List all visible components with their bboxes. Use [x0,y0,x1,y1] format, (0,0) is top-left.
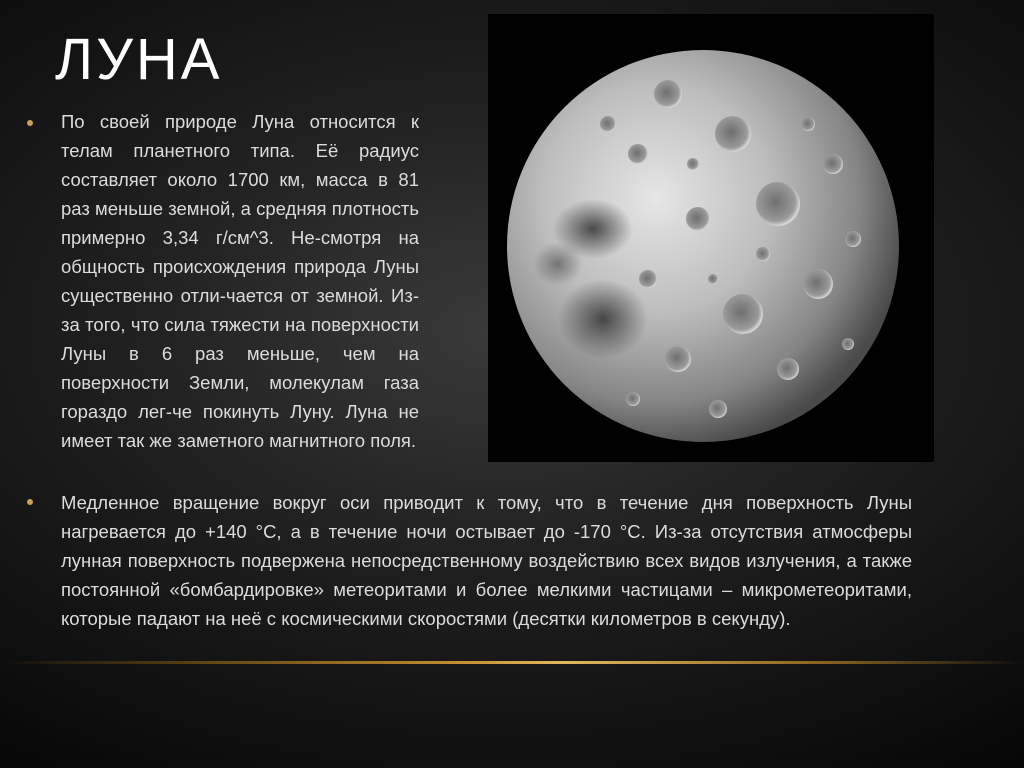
bullet-2-marker [27,499,33,505]
slide-title: ЛУНА [55,27,223,92]
bullet-2-text: Медленное вращение вокруг оси приводит к тому, что в течение дня поверхность Луны нагревается до +140 °С, а в течение ночи остывает до -170 °С. Из-за отсутствия атмосферы лунная поверхность подвержена непосредственному воздействию всех видов излучения, а также постоянной «бомбардировке» метеоритами и более мелкими частицами – микрометеоритами, которые падают на неё с космическими скоростями (десятки километров в секунду). [61,492,912,629]
gold-divider-line [0,661,1024,664]
bullet-1-text: По своей природе Луна относится к телам планетного типа. Её радиус составляет около 1700 км, масса в 81 раз меньше земной, а средняя плотность примерно 3,34 г/см^3. Не-смотря на общность происхождения природа Луны существенно отли-чается от земной. Из-за того, что сила тяжести на поверхности Луны в 6 раз меньше, чем на поверхности Земли, молекулам газа гораздо лег-че покинуть Луну. Луна не имеет так же заметного магнитного поля. [61,111,419,451]
moon-photo [488,14,934,462]
bullet-1-marker [27,120,33,126]
